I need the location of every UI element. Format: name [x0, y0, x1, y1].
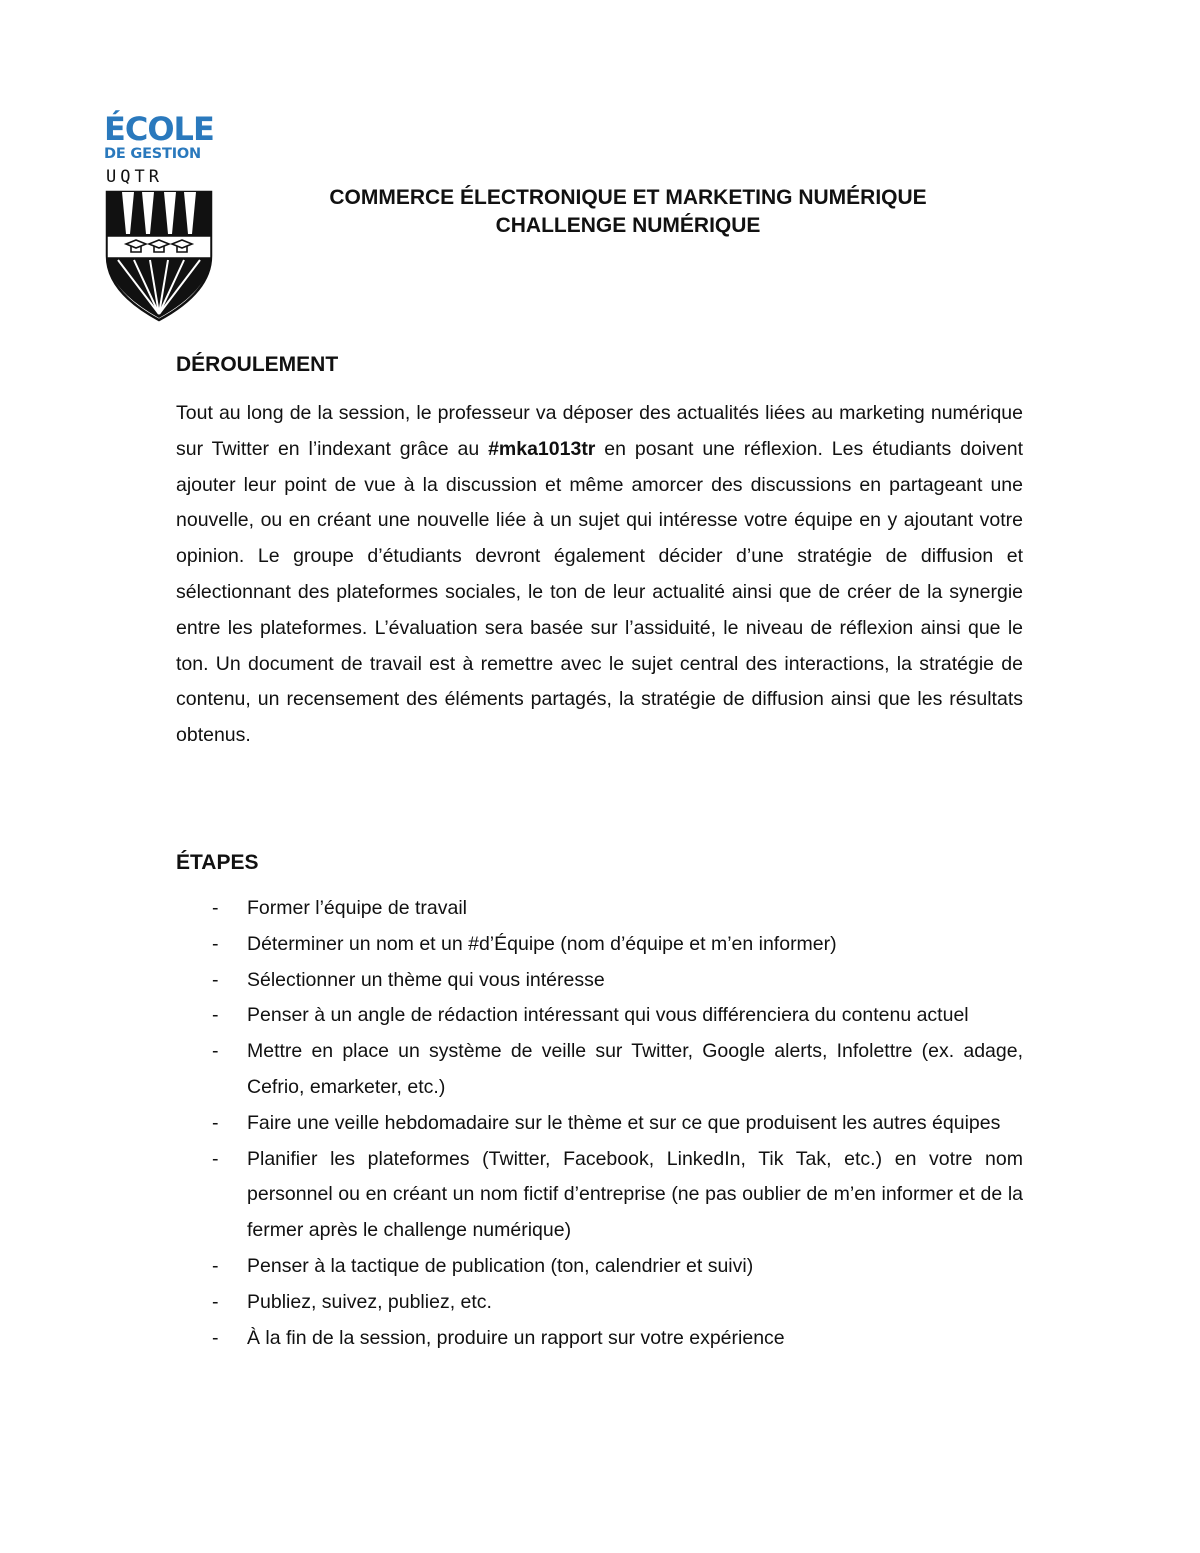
- deroulement-text-end: en posant une réflexion. Les étudiants doivent ajouter leur point de vue à la discussion et même amorcer des discussions en partageant une nouvelle, ou en créant une nouvelle liée à un sujet qui intéresse votre équipe en y ajoutant votre opinion. Le groupe d’étudiants devront également décider d’une stratégie de diffusion et sélectionnant des plateformes sociales, le ton de leur actualité ainsi que de créer de la synergie entre les plateformes. L’évaluation sera basée sur l’assiduité, le niveau de réflexion ainsi que le ton. Un document de travail est à remettre avec le sujet central des interactions, la stratégie de contenu, un recensement des éléments partagés, la stratégie de diffusion ainsi que les résultats obtenus.: [176, 437, 1023, 747]
- document-header: [240, 184, 1016, 240]
- steps-list: [176, 891, 1023, 1356]
- list-item-text: Sélectionner un thème qui vous intéresse: [247, 968, 605, 991]
- list-bullet: -: [212, 1290, 219, 1313]
- list-item: [176, 1106, 1023, 1142]
- list-item-text: Penser à la tactique de publication (ton, calendrier et suivi): [247, 1254, 754, 1277]
- list-item: [176, 927, 1023, 963]
- section-title-etapes: ÉTAPES: [176, 851, 259, 874]
- list-item-text: Mettre en place un système de veille sur Twitter, Google alerts, Infolettre (ex. adage, Cefrio, emarketer, etc.): [247, 1040, 1023, 1098]
- list-item: [176, 1249, 1023, 1285]
- list-bullet: -: [212, 1040, 219, 1063]
- list-item-text: Publiez, suivez, publiez, etc.: [247, 1290, 492, 1313]
- list-item: [176, 1321, 1023, 1357]
- list-item: [176, 1285, 1023, 1321]
- school-logo: [104, 112, 216, 324]
- list-bullet: -: [212, 1326, 219, 1349]
- list-item: [176, 891, 1023, 927]
- list-bullet: -: [212, 1111, 219, 1134]
- logo-uqtr-text: UQTR: [106, 167, 163, 187]
- hashtag-mka1013tr: #mka1013tr: [488, 437, 596, 460]
- list-item-text: Déterminer un nom et un #d’Équipe (nom d’équipe et m’en informer): [247, 932, 837, 955]
- list-bullet: -: [212, 1004, 219, 1027]
- academic-shield-icon: [104, 190, 214, 322]
- list-item-text: Former l’équipe de travail: [247, 897, 468, 919]
- list-bullet: -: [212, 932, 219, 955]
- list-item: [176, 998, 1023, 1034]
- list-bullet: -: [212, 1147, 219, 1170]
- list-item: [176, 963, 1023, 999]
- list-item-text: Penser à un angle de rédaction intéressant qui vous différenciera du contenu actuel: [247, 1004, 969, 1027]
- section-title-deroulement: DÉROULEMENT: [176, 353, 339, 376]
- list-item-text: Faire une veille hebdomadaire sur le thème et sur ce que produisent les autres équipes: [247, 1111, 1001, 1134]
- list-item-text: À la fin de la session, produire un rapport sur votre expérience: [247, 1326, 785, 1349]
- logo-gestion-text: DE GESTION: [104, 146, 201, 162]
- list-item-text: Planifier les plateformes (Twitter, Facebook, LinkedIn, Tik Tak, etc.) en votre nom personnel ou en créant un nom fictif d’entreprise (ne pas oublier de m’en informer et de la fermer après le challenge numérique): [247, 1147, 1023, 1242]
- list-item: [176, 1034, 1023, 1106]
- list-bullet: -: [212, 968, 219, 991]
- list-bullet: -: [212, 1254, 219, 1277]
- list-bullet: -: [212, 897, 219, 919]
- list-item: [176, 1142, 1023, 1249]
- document-subtitle: CHALLENGE NUMÉRIQUE: [495, 214, 761, 237]
- logo-ecole-text: ÉCOLE: [104, 110, 214, 148]
- course-title: COMMERCE ÉLECTRONIQUE ET MARKETING NUMÉRIQUE: [329, 186, 927, 209]
- deroulement-text-start: Tout au long de la session, le professeur va déposer des actualités liées au marketing numérique sur Twitter en l’indexant grâce au: [176, 402, 1023, 460]
- deroulement-paragraph: [176, 396, 1023, 754]
